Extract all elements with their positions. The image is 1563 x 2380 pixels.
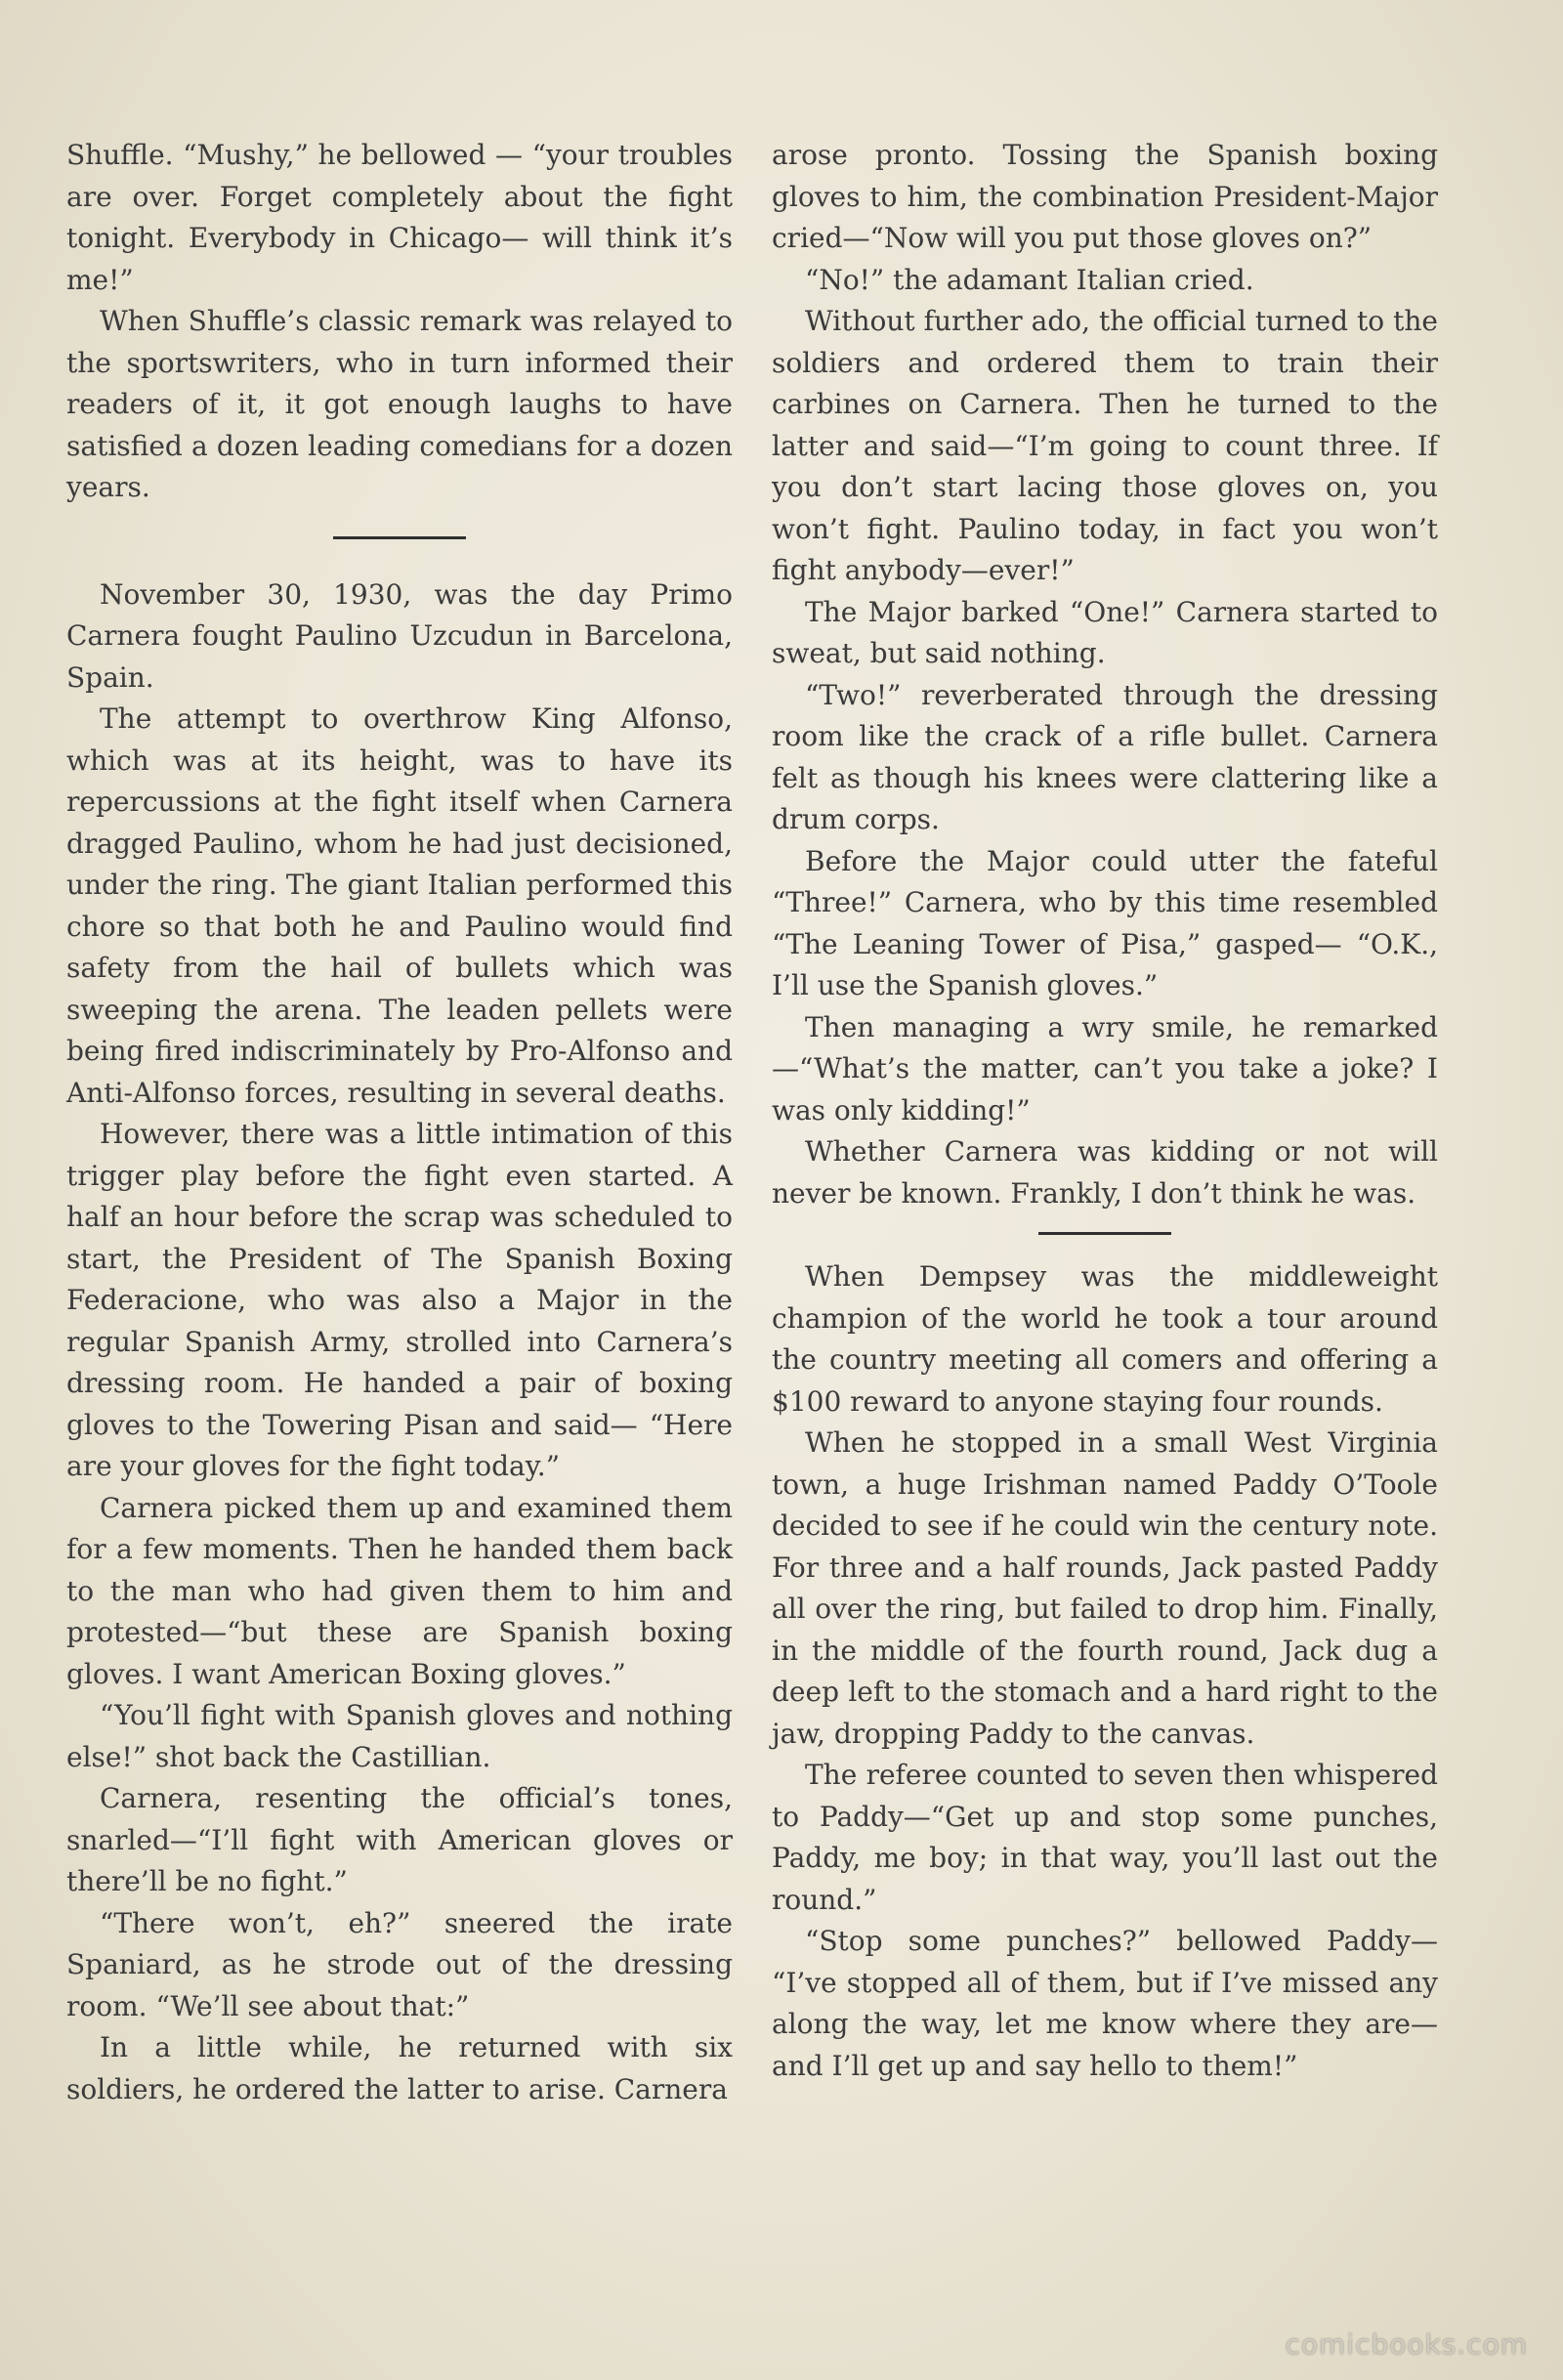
paragraph: When he stopped in a small West Virginia town, a huge Irishman named Paddy O’Toole decided to see if he could win the century note. For three and a half rounds, Jack pasted Paddy all over the ring, but failed to drop him. Finally, in the middle of the fourth round, Jack dug a deep left to the stomach and a hard right to the jaw, dropping Paddy to the canvas. bbox=[772, 1426, 1438, 1750]
section-divider bbox=[1038, 1232, 1171, 1235]
paragraph: Without further ado, the official turned to the soldiers and ordered them to train their carbines on Carnera. Then he turned to the latter and said—“I’m going to count three. If you don’t start lacing those gloves on, you won’t fight. Paulino today, in fact you won’t fight anybody—ever!” bbox=[772, 305, 1438, 586]
paragraph: Then managing a wry smile, he remarked —“What’s the matter, can’t you take a joke? I was only kidding!” bbox=[772, 1010, 1438, 1126]
paragraph: Shuffle. “Mushy,” he bellowed — “your troubles are over. Forget completely about the fight tonight. Everybody in Chicago— will think it’s me!” bbox=[66, 139, 733, 296]
paragraph: “You’ll fight with Spanish gloves and nothing else!” shot back the Castillian. bbox=[66, 1699, 733, 1773]
paragraph: Whether Carnera was kidding or not will never be known. Frankly, I don’t think he was. bbox=[772, 1135, 1438, 1210]
paragraph: Carnera picked them up and examined them for a few moments. Then he handed them back to the man who had given them to him and protested—“but these are Spanish boxing gloves. I want American Boxing gloves.” bbox=[66, 1491, 733, 1690]
watermark-text: comicbooks.com bbox=[1285, 2328, 1528, 2360]
paragraph: The Major barked “One!” Carnera started to sweat, but said nothing. bbox=[772, 595, 1438, 669]
paragraph: “There won’t, eh?” sneered the irate Spaniard, as he strode out of the dressing room. “We’ll see about that:” bbox=[66, 1906, 733, 2022]
paragraph: “Stop some punches?” bellowed Paddy— “I’ve stopped all of them, but if I’ve missed any along the way, let me know where they are—and I’ll get up and say hello to them!” bbox=[772, 1925, 1438, 2082]
paragraph: “No!” the adamant Italian cried. bbox=[805, 263, 1254, 296]
paragraph: The referee counted to seven then whispered to Paddy—“Get up and stop some punches, Paddy, me boy; in that way, you’ll last out the round.” bbox=[772, 1759, 1438, 1916]
paragraph: “Two!” reverberated through the dressing room like the crack of a rifle bullet. Carnera felt as though his knees were clattering like a drum corps. bbox=[772, 678, 1438, 835]
left-column bbox=[66, 135, 733, 2110]
section-divider bbox=[333, 536, 466, 539]
paragraph: The attempt to overthrow King Alfonso, which was at its height, was to have its repercussions at the fight itself when Carnera dragged Paulino, whom he had just decisioned, under the ring. The giant Italian performed this chore so that both he and Paulino would find safety from the hail of bullets which was sweeping the arena. The leaden pellets were being fired indiscriminately by Pro-Alfonso and Anti-Alfonso forces, resulting in several deaths. bbox=[66, 702, 733, 1109]
right-column bbox=[772, 135, 1438, 2087]
paragraph: arose pronto. Tossing the Spanish boxing gloves to him, the combination President-Major cried—“Now will you put those gloves on?” bbox=[772, 139, 1438, 254]
paragraph: However, there was a little intimation of this trigger play before the fight even started. A half an hour before the scrap was scheduled to start, the President of The Spanish Boxing Federacione, who was also a Major in the regular Spanish Army, strolled into Carnera’s dressing room. He handed a pair of boxing gloves to the Towering Pisan and said— “Here are your gloves for the fight today.” bbox=[66, 1118, 733, 1482]
paragraph: Before the Major could utter the fateful “Three!” Carnera, who by this time resembled “The Leaning Tower of Pisa,” gasped— “O.K., I’ll use the Spanish gloves.” bbox=[772, 844, 1438, 1001]
paragraph: In a little while, he returned with six soldiers, he ordered the latter to arise. Carnera bbox=[66, 2031, 733, 2105]
paragraph: When Shuffle’s classic remark was relayed to the sportswriters, who in turn informed their readers of it, it got enough laughs to have satisfied a dozen leading comedians for a dozen years. bbox=[66, 305, 733, 503]
paragraph: Carnera, resenting the official’s tones, snarled—“I’ll fight with American gloves or there’ll be no fight.” bbox=[66, 1782, 733, 1897]
paragraph: When Dempsey was the middleweight champion of the world he took a tour around the country meeting all comers and offering a $100 reward to anyone staying four rounds. bbox=[772, 1260, 1438, 1418]
paragraph: November 30, 1930, was the day Primo Carnera fought Paulino Uzcudun in Barcelona, Spain. bbox=[66, 577, 733, 694]
